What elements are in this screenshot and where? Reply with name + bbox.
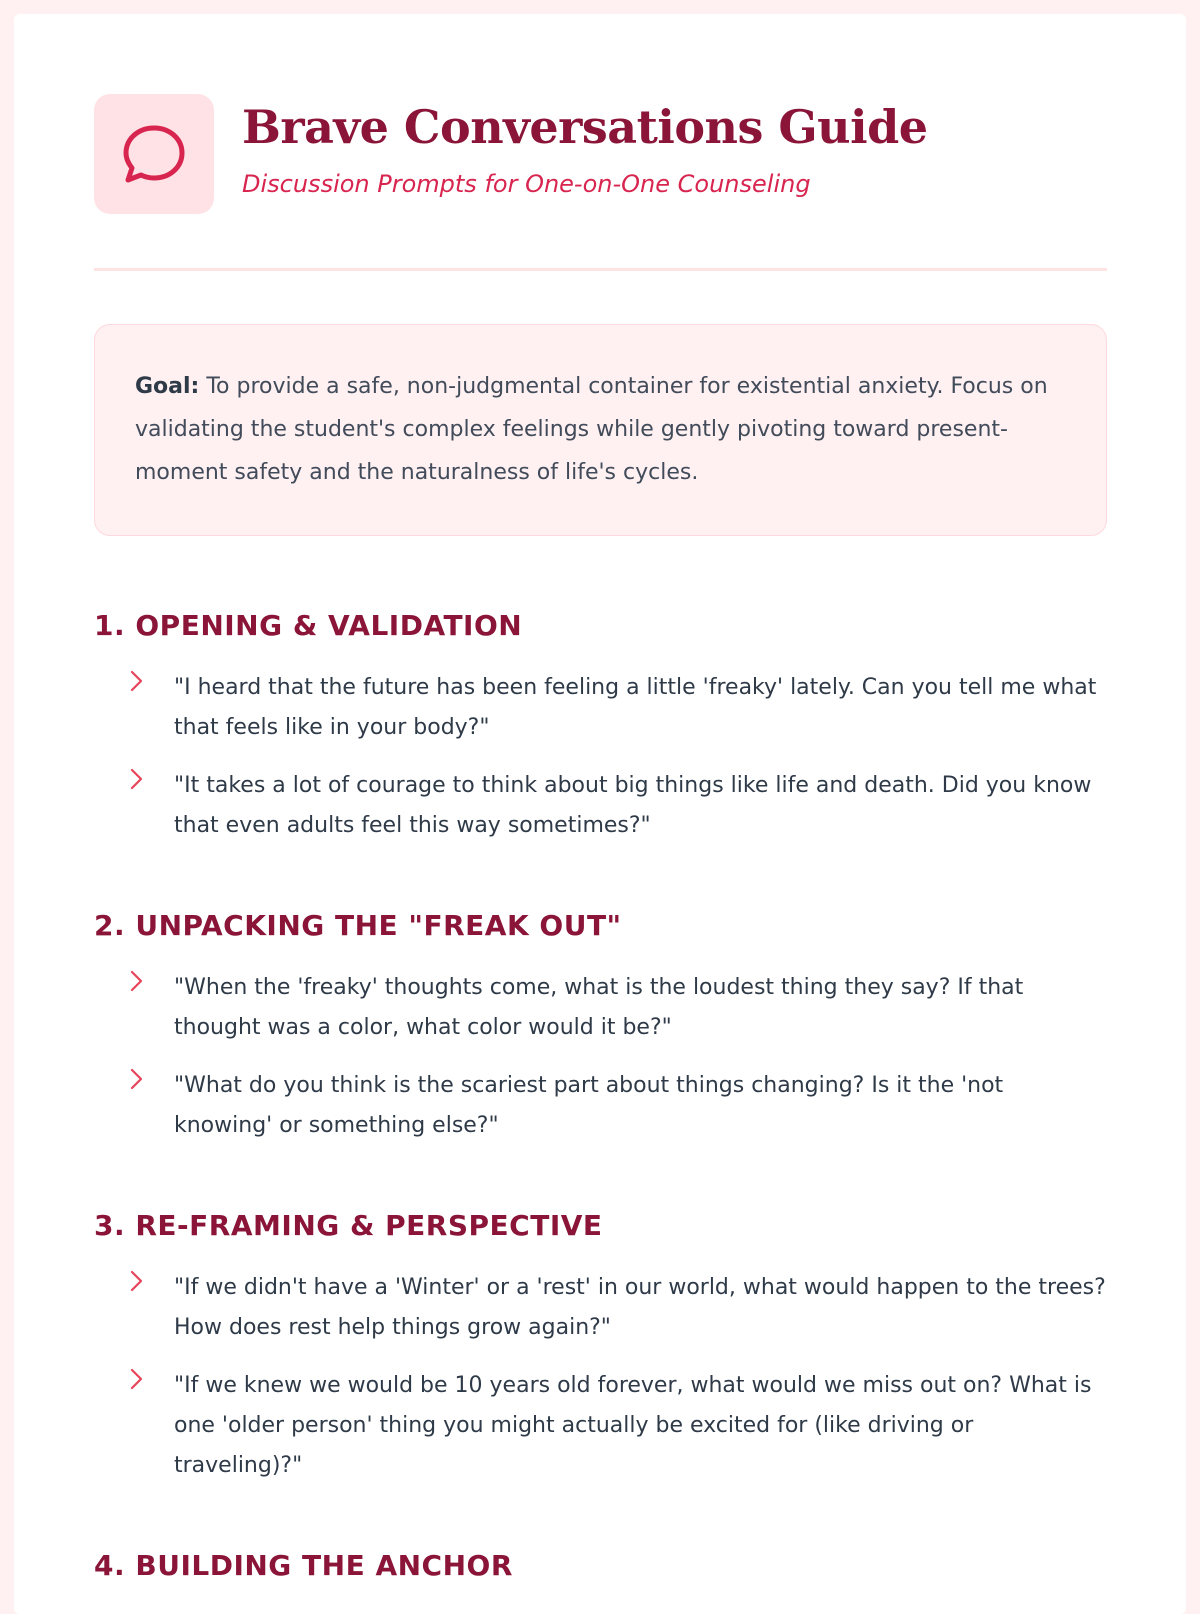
chevron-right-icon <box>130 768 144 790</box>
section-title: 1. OPENING & VALIDATION <box>94 609 523 642</box>
list-item <box>94 1366 1107 1486</box>
prompt-text: "I heard that the future has been feeling a little 'freaky' lately. Can you tell me what that feels like in your body?" <box>174 675 1097 740</box>
list-item <box>94 668 1107 748</box>
list-item <box>94 766 1107 846</box>
goal-panel <box>94 324 1107 536</box>
chevron-right-icon <box>130 670 144 692</box>
chevron-right-icon <box>130 1368 144 1390</box>
section-building-anchor <box>94 1549 1107 1582</box>
list-item <box>94 1268 1107 1348</box>
section-opening-validation <box>94 609 1107 846</box>
page-card <box>14 14 1186 1614</box>
chevron-right-icon <box>130 1270 144 1292</box>
section-title: 4. BUILDING THE ANCHOR <box>94 1549 513 1582</box>
section-unpacking <box>94 909 1107 1146</box>
goal-label: Goal: <box>135 374 200 399</box>
chevron-right-icon <box>130 970 144 992</box>
section-title: 2. UNPACKING THE "FREAK OUT" <box>94 909 622 942</box>
prompt-text: "If we didn't have a 'Winter' or a 'rest' in our world, what would happen to the trees? How does rest help things grow again?" <box>174 1275 1106 1340</box>
goal-text: To provide a safe, non-judgmental container for existential anxiety. Focus on validating the student's complex feelings while gently pivoting toward present-moment safety and the naturalness of life's cycles. <box>135 374 1048 485</box>
logo-tile <box>94 94 214 214</box>
list-item <box>94 968 1107 1048</box>
section-reframing <box>94 1209 1107 1486</box>
prompt-text: "When the 'freaky' thoughts come, what is the loudest thing they say? If that thought was a color, what color would it be?" <box>174 975 1024 1040</box>
prompt-text: "If we knew we would be 10 years old forever, what would we miss out on? What is one 'older person' thing you might actually be excited for (like driving or traveling)?" <box>174 1373 1092 1478</box>
chat-bubble-icon <box>120 120 188 188</box>
prompt-text: "It takes a lot of courage to think about big things like life and death. Did you know that even adults feel this way sometimes?" <box>174 773 1092 838</box>
list-item <box>94 1066 1107 1146</box>
page-subtitle: Discussion Prompts for One-on-One Counseling <box>242 170 811 198</box>
divider <box>94 268 1107 271</box>
prompt-text: "What do you think is the scariest part about things changing? Is it the 'not knowing' or something else?" <box>174 1073 1004 1138</box>
page-title: Brave Conversations Guide <box>242 100 928 154</box>
section-title: 3. RE-FRAMING & PERSPECTIVE <box>94 1209 603 1242</box>
header <box>94 94 1107 214</box>
chevron-right-icon <box>130 1068 144 1090</box>
